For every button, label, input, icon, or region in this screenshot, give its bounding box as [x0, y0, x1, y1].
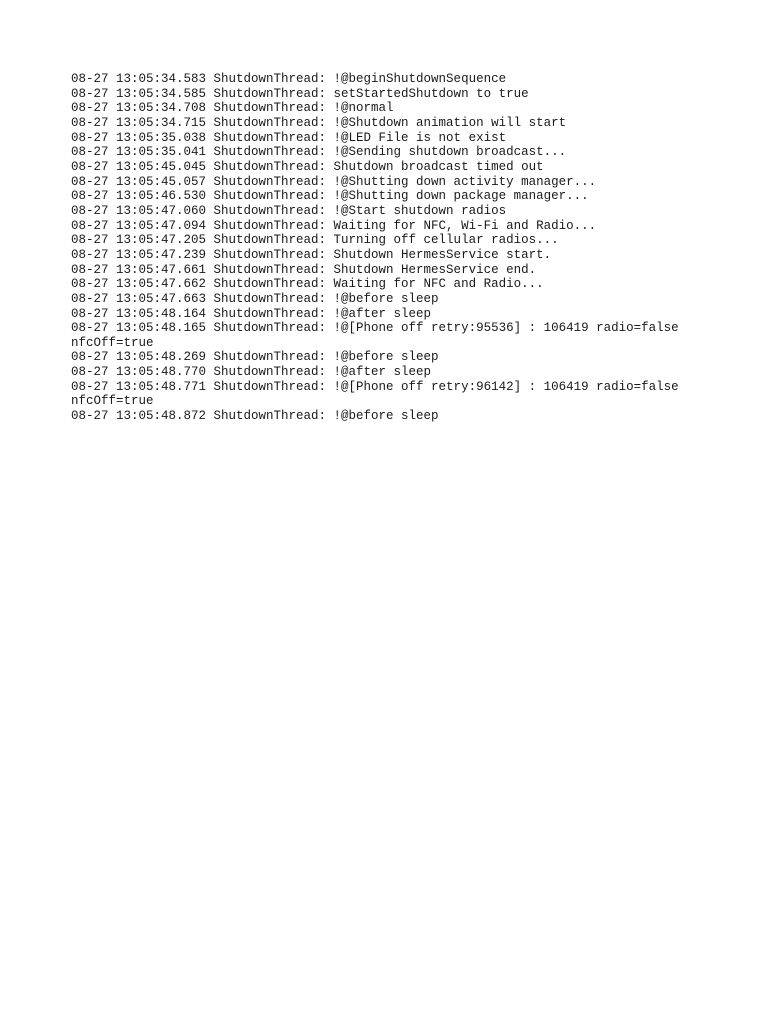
shutdown-log — [71, 72, 711, 424]
log-line: 08-27 13:05:47.239 ShutdownThread: Shutdown HermesService start. — [71, 247, 552, 262]
log-line: 08-27 13:05:48.165 ShutdownThread: !@[Phone off retry:95536] : 106419 radio=false nfcOff=true — [71, 321, 687, 350]
log-line: 08-27 13:05:46.530 ShutdownThread: !@Shutting down package manager... — [71, 189, 589, 204]
log-line: 08-27 13:05:34.715 ShutdownThread: !@Shutdown animation will start — [71, 115, 567, 130]
log-line: 08-27 13:05:35.041 ShutdownThread: !@Sending shutdown broadcast... — [71, 145, 567, 160]
log-line: 08-27 13:05:48.771 ShutdownThread: !@[Phone off retry:96142] : 106419 radio=false nfcOff=true — [71, 379, 687, 409]
log-line: 08-27 13:05:47.205 ShutdownThread: Turning off cellular radios... — [71, 233, 559, 248]
log-line: 08-27 13:05:47.094 ShutdownThread: Waiting for NFC, Wi-Fi and Radio... — [71, 218, 597, 233]
log-line: 08-27 13:05:47.662 ShutdownThread: Waiting for NFC and Radio... — [71, 277, 544, 292]
log-line: 08-27 13:05:48.872 ShutdownThread: !@before sleep — [71, 409, 439, 424]
log-line: 08-27 13:05:34.583 ShutdownThread: !@beginShutdownSequence — [71, 72, 507, 86]
log-line: 08-27 13:05:35.038 ShutdownThread: !@LED File is not exist — [71, 130, 507, 145]
log-line: 08-27 13:05:48.164 ShutdownThread: !@after sleep — [71, 306, 432, 321]
log-line: 08-27 13:05:48.269 ShutdownThread: !@before sleep — [71, 350, 439, 365]
log-line: 08-27 13:05:47.661 ShutdownThread: Shutdown HermesService end. — [71, 262, 537, 277]
log-line: 08-27 13:05:45.057 ShutdownThread: !@Shutting down activity manager... — [71, 174, 597, 189]
log-line: 08-27 13:05:34.585 ShutdownThread: setStartedShutdown to true — [71, 86, 529, 101]
log-line: 08-27 13:05:47.060 ShutdownThread: !@Start shutdown radios — [71, 203, 507, 218]
log-line: 08-27 13:05:45.045 ShutdownThread: Shutdown broadcast timed out — [71, 159, 544, 174]
log-line: 08-27 13:05:47.663 ShutdownThread: !@before sleep — [71, 291, 439, 306]
log-line: 08-27 13:05:34.708 ShutdownThread: !@normal — [71, 101, 394, 116]
log-line: 08-27 13:05:48.770 ShutdownThread: !@after sleep — [71, 365, 432, 380]
